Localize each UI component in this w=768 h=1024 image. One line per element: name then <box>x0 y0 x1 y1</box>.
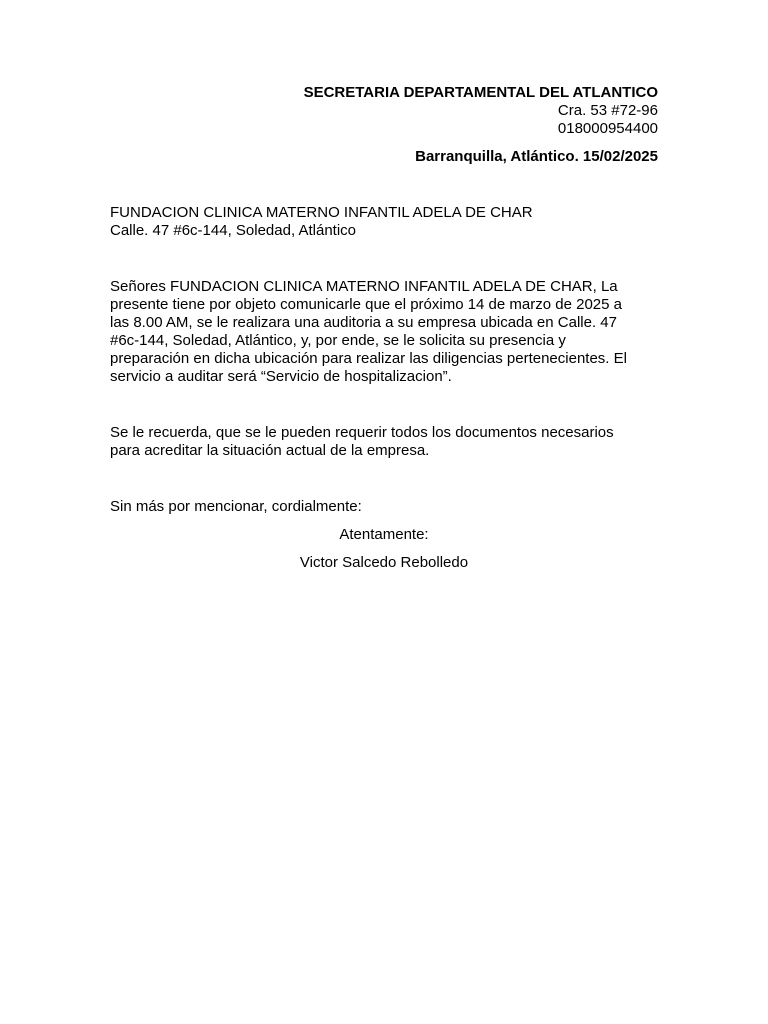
paragraph-line: Señores FUNDACION CLINICA MATERNO INFANTIL ADELA DE CHAR, La <box>110 278 618 295</box>
letter-header <box>110 84 658 166</box>
recipient-block <box>110 204 658 240</box>
paragraph-line: #6c-144, Soledad, Atlántico, y, por ende, se le solicita su presencia y <box>110 332 566 349</box>
place-date: Barranquilla, Atlántico. 15/02/2025 <box>415 148 658 165</box>
paragraph-line: preparación en dicha ubicación para realizar las diligencias pertenecientes. El <box>110 350 627 367</box>
regards-text: Atentamente: <box>339 526 429 543</box>
recipient-address: Calle. 47 #6c-144, Soledad, Atlántico <box>110 222 356 239</box>
sender-address: Cra. 53 #72-96 <box>557 102 658 119</box>
body-paragraph-2 <box>110 424 658 460</box>
sender-phone: 018000954400 <box>557 120 658 137</box>
paragraph-line: Se le recuerda, que se le pueden requerir todos los documentos necesarios <box>110 424 614 441</box>
recipient-name: FUNDACION CLINICA MATERNO INFANTIL ADELA DE CHAR <box>110 204 533 221</box>
sender-organization: SECRETARIA DEPARTAMENTAL DEL ATLANTICO <box>303 84 658 101</box>
signer-name: Victor Salcedo Rebolledo <box>299 554 469 571</box>
paragraph-line: para acreditar la situación actual de la empresa. <box>110 442 430 459</box>
farewell-text: Sin más por mencionar, cordialmente: <box>110 498 362 515</box>
body-paragraph-1 <box>110 278 658 386</box>
closing-block <box>110 498 658 572</box>
paragraph-line: presente tiene por objeto comunicarle que el próximo 14 de marzo de 2025 a <box>110 296 622 313</box>
paragraph-line: servicio a auditar será “Servicio de hospitalizacion”. <box>110 368 452 385</box>
paragraph-line: las 8.00 AM, se le realizara una auditoria a su empresa ubicada en Calle. 47 <box>110 314 617 331</box>
letter <box>110 84 658 572</box>
